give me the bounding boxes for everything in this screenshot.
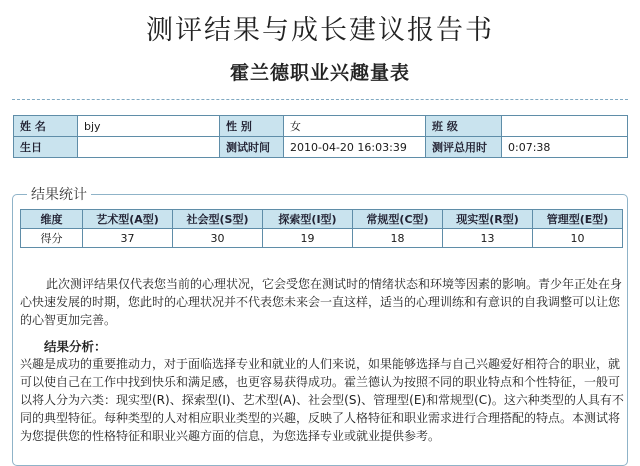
dimension-label: 维度 xyxy=(21,210,83,229)
birthday-value xyxy=(78,137,220,158)
dimension-realistic: 现实型(R型) xyxy=(443,210,533,229)
scores-table xyxy=(20,209,623,248)
dimension-artistic: 艺术型(A型) xyxy=(83,210,173,229)
info-row xyxy=(14,137,628,158)
dimension-investigative: 探索型(I型) xyxy=(263,210,353,229)
dimension-social: 社会型(S型) xyxy=(173,210,263,229)
score-conventional: 18 xyxy=(353,229,443,248)
name-value: bjy xyxy=(78,116,220,137)
report-subtitle: 霍兰德职业兴趣量表 xyxy=(229,62,410,84)
test-time-label: 测试时间 xyxy=(220,137,284,158)
class-label: 班 级 xyxy=(426,116,502,137)
gender-label: 性 别 xyxy=(220,116,284,137)
dimension-conventional: 常规型(C型) xyxy=(353,210,443,229)
score-enterprising: 10 xyxy=(533,229,623,248)
dimension-enterprising: 管理型(E型) xyxy=(533,210,623,229)
test-time-value: 2010-04-20 16:03:39 xyxy=(284,137,426,158)
birthday-label: 生日 xyxy=(14,137,78,158)
divider xyxy=(12,99,628,100)
intro-paragraph: 此次测评结果仅代表您当前的心理状况，它会受您在测试时的情绪状态和环境等因素的影响。青少年正处在身心快速发展的时期，您此时的心理状况并不代表您未来会一直这样，适当的心理训练和有意识的自我调整可以让您的心智更加完善。 xyxy=(20,277,623,327)
analysis-paragraph: 兴趣是成功的重要推动力，对于面临选择专业和就业的人们来说，如果能够选择与自己兴趣爱好相符合的职业，就可以使自己在工作中找到快乐和满足感，也更容易获得成功。霍兰德认为按照不同的职业特点和个性特征，一般可以将人分为六类：现实型(R)、探索型(I)、艺术型(A)、社会型(S)、管理型(E)和常规型(C)。这六种类型的人具有不同的典型特征。每种类型的人对相应职业类型的兴趣，反映了人格特征和职业需求进行合理搭配的特点。本测试将为您提供您的性格特征和职业兴趣方面的信息，为您选择专业或就业提供参考。 xyxy=(20,357,624,443)
score-social: 30 xyxy=(173,229,263,248)
name-label: 姓 名 xyxy=(14,116,78,137)
gender-value: 女 xyxy=(284,116,426,137)
report-title: 测评结果与成长建议报告书 xyxy=(146,15,494,46)
scores-value-row xyxy=(21,229,623,248)
analysis-heading: 结果分析： xyxy=(44,339,107,354)
score-realistic: 13 xyxy=(443,229,533,248)
total-time-value: 0:07:38 xyxy=(502,137,628,158)
class-value xyxy=(502,116,628,137)
info-row xyxy=(14,116,628,137)
score-artistic: 37 xyxy=(83,229,173,248)
total-time-label: 测评总用时 xyxy=(426,137,502,158)
score-investigative: 19 xyxy=(263,229,353,248)
scores-header-row xyxy=(21,210,623,229)
info-table xyxy=(13,115,628,158)
score-label: 得分 xyxy=(21,229,83,248)
results-legend: 结果统计 xyxy=(31,187,87,203)
